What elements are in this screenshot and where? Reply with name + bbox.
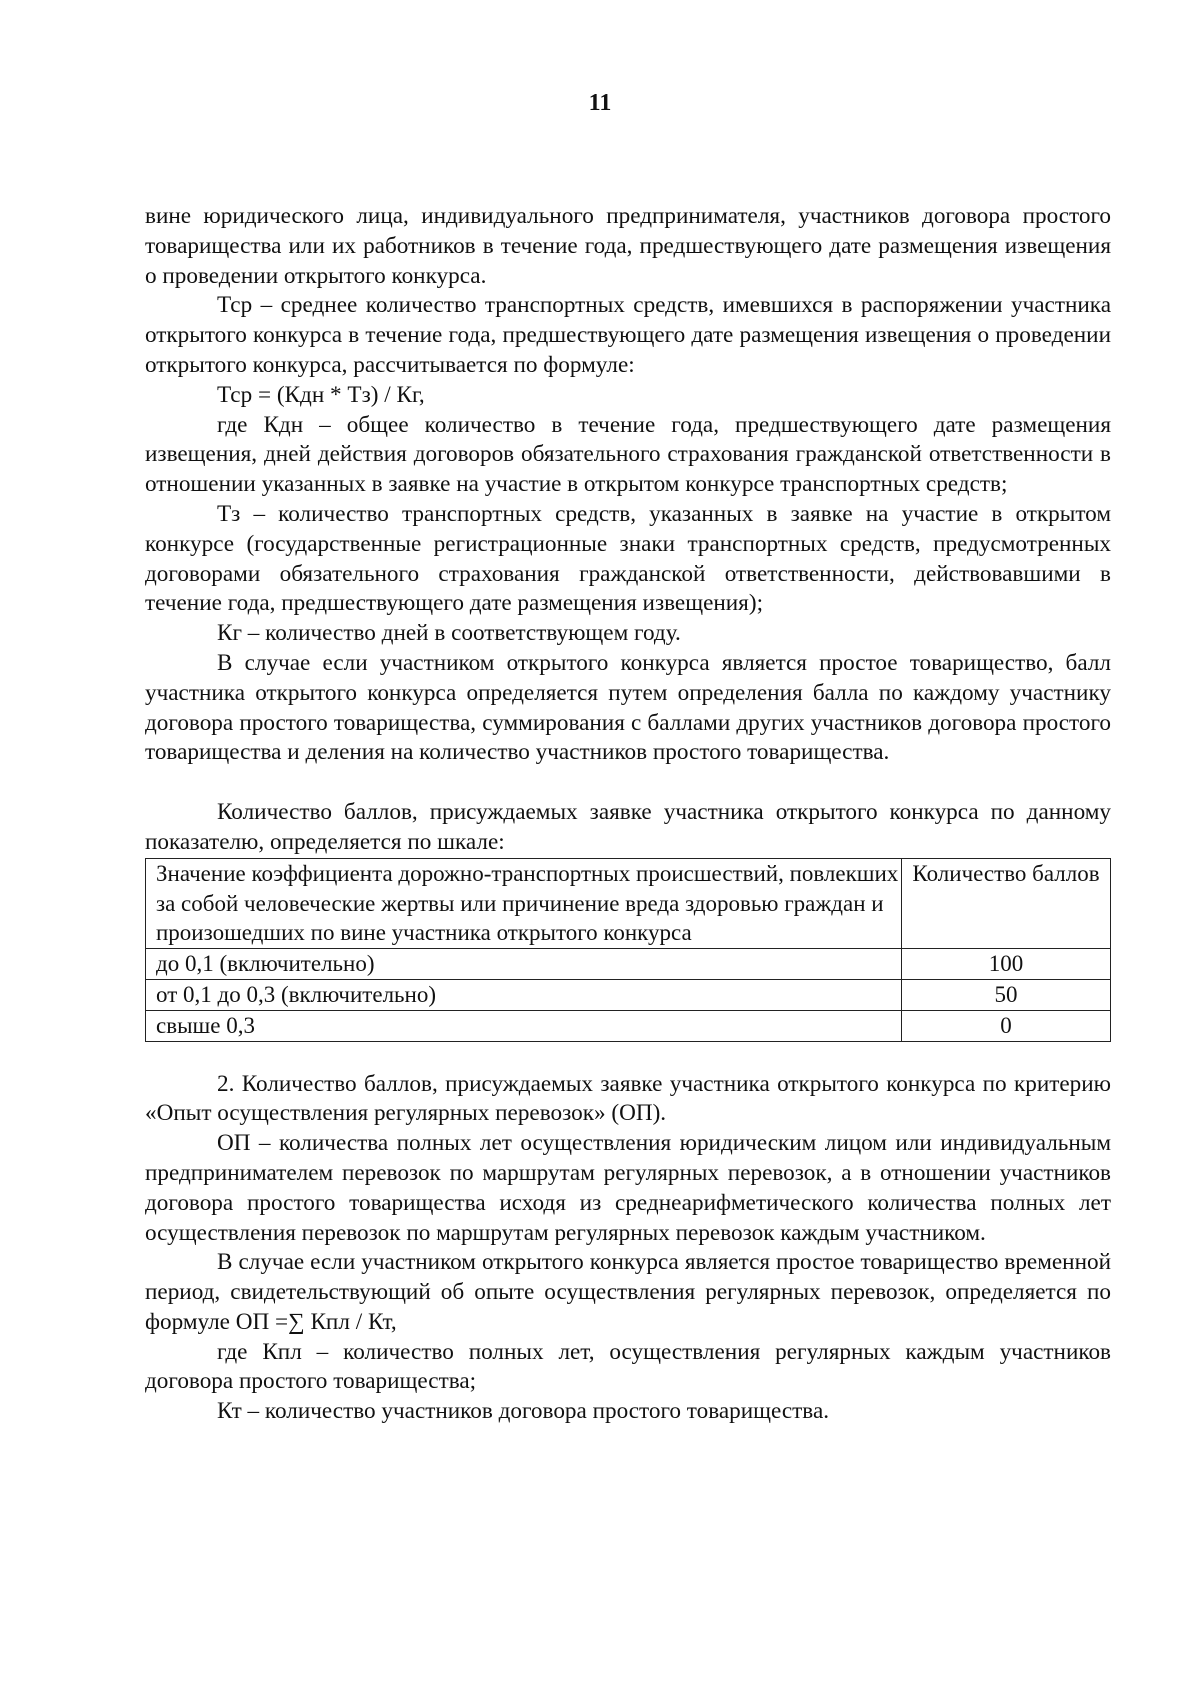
document-body [145,202,1111,1427]
spacer [145,1042,1111,1070]
table-header-coefficient: Значение коэффициента дорожно-транспортных происшествий, повлекших за собой человеческие жертвы или причинение вреда здоровью граждан и произошедших по вине участника открытого конкурса [146,858,902,948]
paragraph: вине юридического лица, индивидуального предпринимателя, участников договора простого товарищества или их работников в течение года, предшествующего дате размещения извещения о проведении открытого конкурса. [145,203,1111,289]
table-row [146,949,1111,980]
paragraph: ОП – количества полных лет осуществления юридическим лицом или индивидуальным предпринимателем перевозок по маршрутам регулярных перевозок, а в отношении участников договора простого товарищества исходя из среднеарифметического количества полных лет осуществления перевозок по маршрутам регулярных перевозок каждым участником. [145,1130,1111,1246]
formula-line: Тср = (Кдн * Тз) / Кг, [217,381,425,408]
table-header-points: Количество баллов [902,858,1111,948]
table-cell-range: от 0,1 до 0,3 (включительно) [146,979,902,1010]
paragraph: В случае если участником открытого конкурса является простое товарищество временной период, свидетельствующий об опыте осуществления регулярных перевозок, определяется по формуле ОП =∑ Кпл / Кт, [145,1249,1111,1335]
paragraph: Кг – количество дней в соответствующем году. [217,620,681,647]
paragraph: где Кпл – количество полных лет, осуществления регулярных каждым участников договора простого товарищества; [145,1338,1111,1395]
table-cell-points: 100 [902,949,1111,980]
paragraph: Тз – количество транспортных средств, указанных в заявке на участие в открытом конкурсе (государственные регистрационные знаки транспортных средств, предусмотренных договорами обязательного страхования гражданской ответственности, действовавшими в течение года, предшествующего дате размещения извещения); [145,500,1111,617]
table-cell-points: 0 [902,1010,1111,1041]
paragraph: 2. Количество баллов, присуждаемых заявке участника открытого конкурса по критерию «Опыт осуществления регулярных перевозок» (ОП). [145,1070,1111,1127]
table-cell-range: до 0,1 (включительно) [146,949,902,980]
spacer [145,768,1111,798]
page-number: 11 [588,90,612,116]
table-cell-points: 50 [902,979,1111,1010]
paragraph: Кт – количество участников договора простого товарищества. [217,1398,830,1425]
paragraph: Тср – среднее количество транспортных средств, имевшихся в распоряжении участника открытого конкурса в течение года, предшествующего дате размещения извещения о проведении открытого конкурса, рассчитывается по формуле: [145,292,1111,378]
table-header-row [146,858,1111,948]
table-row [146,1010,1111,1041]
table-row [146,979,1111,1010]
paragraph: где Кдн – общее количество в течение года, предшествующего дате размещения извещения, дней действия договоров обязательного страхования гражданской ответственности в отношении указанных в заявке на участие в открытом конкурсе транспортных средств; [145,411,1111,498]
scoring-table [145,858,1111,1042]
scale-intro: Количество баллов, присуждаемых заявке участника открытого конкурса по данному показателю, определяется по шкале: [145,799,1111,855]
paragraph: В случае если участником открытого конкурса является простое товарищество, балл участника открытого конкурса определяется путем определения балла по каждому участнику договора простого товарищества, суммирования с баллами других участников договора простого товарищества и деления на количество участников простого товарищества. [145,649,1111,766]
table-cell-range: свыше 0,3 [146,1010,902,1041]
